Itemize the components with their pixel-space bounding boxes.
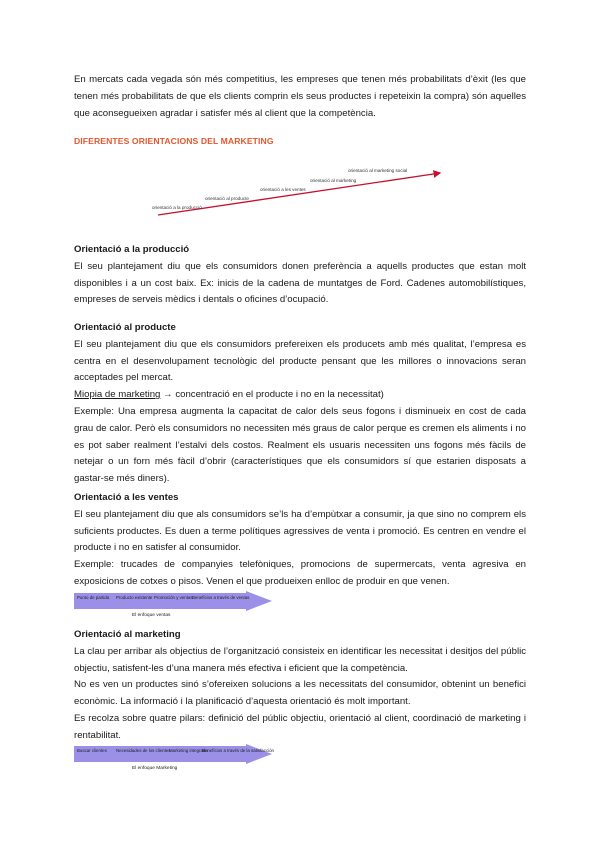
marketing-label-2: Necesidades de los clientes xyxy=(116,748,171,753)
marketing-label-3: Marketing integrado xyxy=(169,748,208,753)
text-marketing-2: No es ven un productes sinó s’ofereixen solucions a les necessitats del consumidor, obtenint un benefici econòmic. La informació i la planificació d’aquesta orientació és molt important. xyxy=(74,679,526,708)
stair-label-producte: orientació al producte xyxy=(205,196,249,201)
sales-caption: El enfoque ventas xyxy=(132,613,171,618)
intro-paragraph: En mercats cada vegada són més competitius, les empreses que tenen més probabilitats d’èxit (les que tenen més probabilitats de que els clients comprin els seus productes i repeteixin la compra) són aquelles que aconsegueixen agradar i satisfer més al client que la competència. xyxy=(74,74,526,119)
example-ventes: Exemple: trucades de companyies telefòniques, promocions de supermercats, venta agresiva en exposicions de cotxes o pisos. Venen el que produeixen enlloc de produir en que venen. xyxy=(74,559,526,587)
text-marketing-3: Es recolza sobre quatre pilars: definició del públic objectiu, orientació al client, coordinació de marketing i rentabilitat. xyxy=(74,712,526,741)
text-producte: El seu plantejament diu que els consumidors prefereixen els producets amb més qualitat, l’empresa es centra en el desenvolupament tecnològic del producte pensant que les millores o innovacions seran acceptades pel mercat. xyxy=(74,338,526,384)
section-marketing xyxy=(74,627,526,745)
section-produccio xyxy=(74,242,526,309)
stair-label-ventes: orientació a les ventes xyxy=(260,187,306,192)
heading-produccio: Orientació a la producció xyxy=(74,244,190,255)
sales-label-2: Producto existente xyxy=(116,595,153,600)
miopia-rest: → concentració en el producte i no en la necessitat) xyxy=(160,389,384,401)
miopia-line xyxy=(74,387,526,404)
marketing-approach-diagram xyxy=(74,744,274,771)
stair-label-marketing: orientació al marketing xyxy=(310,178,357,183)
orientations-staircase-diagram xyxy=(150,165,450,217)
stair-label-marketing-social: orientació al marketing social xyxy=(348,168,408,173)
sales-label-3: Promoción y ventas xyxy=(154,595,193,600)
miopia-term: Miopia de marketing xyxy=(74,389,161,401)
sales-label-4: Beneficios a través de ventas xyxy=(192,595,250,600)
heading-marketing: Orientació al marketing xyxy=(74,629,181,640)
section-producte xyxy=(74,320,526,488)
sales-label-1: Punto de partida xyxy=(77,595,110,600)
marketing-label-1: Buscar clientes xyxy=(77,748,107,753)
sales-arrow-shape xyxy=(74,591,274,611)
stair-label-produccio: orientació a la producció xyxy=(152,205,202,210)
sales-approach-diagram xyxy=(74,591,274,618)
marketing-arrow-shape xyxy=(74,744,274,764)
text-produccio: El seu plantejament diu que els consumidors donen preferència a aquells productes que estan molt disponibles i a un cost baix. Ex: inicis de la cadena de muntatges de Ford. Cadenes automobilístiques, empreses de serveis mèdics i dentals o oficines d’ocupació. xyxy=(74,260,526,306)
marketing-label-4: Beneficios a través de la satisfacción xyxy=(202,748,274,753)
marketing-caption: El enfoque Marketing xyxy=(132,766,178,771)
section-title: DIFERENTES ORIENTACIONS DEL MARKETING xyxy=(74,136,274,146)
heading-producte: Orientació al producte xyxy=(74,322,176,333)
heading-ventes: Orientació a les ventes xyxy=(74,492,179,503)
example-producte: Exemple: Una empresa augmenta la capacitat de calor dels seus fogons i disminueix en cost de cada grau de calor. Però els consumidors no necessiten més graus de calor perque es cremen els aliments i no es pot saber realment l’estalvi dels costos. Realment els usuaris necessiten uns fogons més fàcils de netejar o un forn més fàcil d’obrir (característiques que els consumidors sí que estarien disposats a gastar-se més diners). xyxy=(74,405,526,485)
text-ventes: El seu plantejament diu que als consumidors se’ls ha d’empùtxar a consumir, ja que sino no comprem els suficients productes. Es duen a terme polítiques agressives de venta i promoció. Es centren en vendre el producte i no en satisfer al consumidor. xyxy=(74,508,526,554)
section-ventes xyxy=(74,490,526,591)
text-marketing-1: La clau per arribar als objectius de l’organització consisteix en identificar les necessitat i desitjos del públic objectiu, satisfent-les d’una manera més efectiva i eficient que la competència. xyxy=(74,645,526,674)
